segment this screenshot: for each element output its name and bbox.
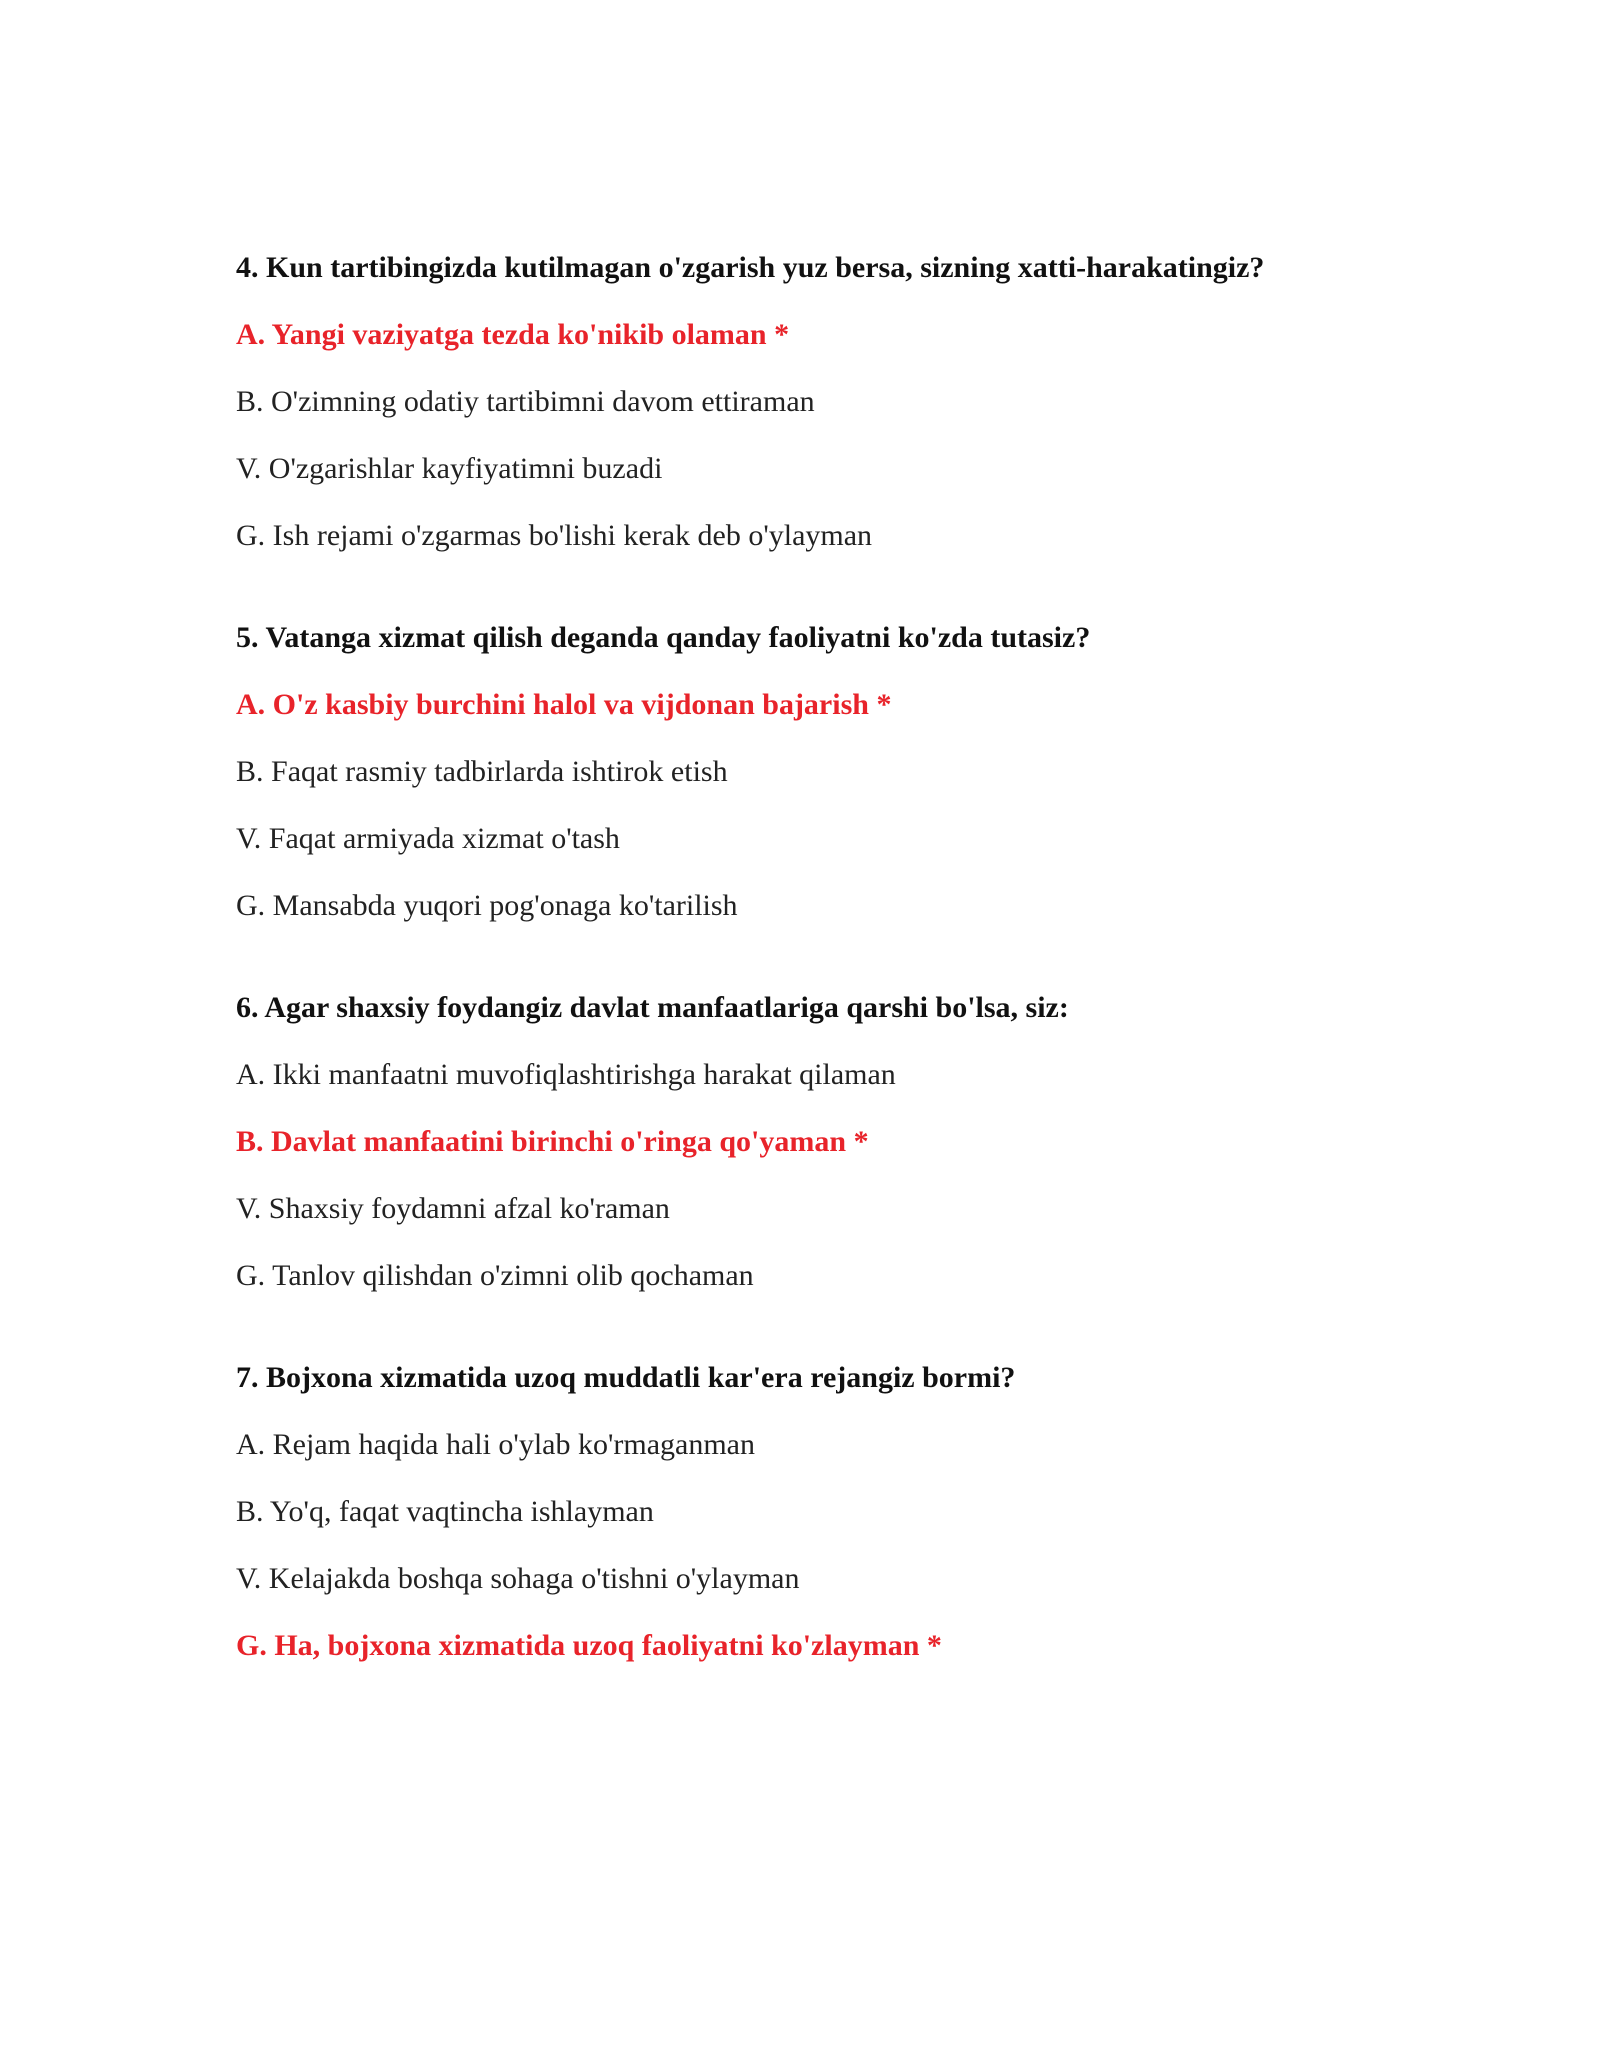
- question-title: 5. Vatanga xizmat qilish deganda qanday faoliyatni ko'zda tutasiz?: [236, 621, 1091, 654]
- answer-option: V. Kelajakda boshqa sohaga o'tishni o'ylayman: [236, 1562, 800, 1595]
- answer-option: A. Ikki manfaatni muvofiqlashtirishga harakat qilaman: [236, 1058, 896, 1091]
- question-title: 6. Agar shaxsiy foydangiz davlat manfaatlariga qarshi bo'lsa, siz:: [236, 991, 1069, 1024]
- question-block-5: [236, 618, 1436, 926]
- answer-option: B. O'zimning odatiy tartibimni davom ettiraman: [236, 385, 815, 418]
- answer-option: B. Faqat rasmiy tadbirlarda ishtirok etish: [236, 755, 728, 788]
- question-title: 7. Bojxona xizmatida uzoq muddatli kar'era rejangiz bormi?: [236, 1361, 1016, 1394]
- question-block-4: [236, 248, 1436, 556]
- answer-option: G. Mansabda yuqori pog'onaga ko'tarilish: [236, 889, 738, 922]
- answer-option: A. Rejam haqida hali o'ylab ko'rmaganman: [236, 1428, 755, 1461]
- question-block-6: [236, 988, 1436, 1296]
- answer-option-correct: A. O'z kasbiy burchini halol va vijdonan bajarish *: [236, 688, 892, 721]
- answer-option: B. Yo'q, faqat vaqtincha ishlayman: [236, 1495, 654, 1528]
- answer-option: V. Shaxsiy foydamni afzal ko'raman: [236, 1192, 670, 1225]
- document-page: [236, 248, 1436, 1728]
- answer-option: V. Faqat armiyada xizmat o'tash: [236, 822, 620, 855]
- question-title: 4. Kun tartibingizda kutilmagan o'zgarish yuz bersa, sizning xatti-harakatingiz?: [236, 251, 1265, 284]
- answer-option-correct: A. Yangi vaziyatga tezda ko'nikib olaman *: [236, 318, 790, 351]
- answer-option: G. Tanlov qilishdan o'zimni olib qochaman: [236, 1259, 754, 1292]
- question-block-7: [236, 1358, 1436, 1666]
- answer-option-correct: B. Davlat manfaatini birinchi o'ringa qo'yaman *: [236, 1125, 869, 1158]
- answer-option-correct: G. Ha, bojxona xizmatida uzoq faoliyatni ko'zlayman *: [236, 1629, 942, 1662]
- answer-option: V. O'zgarishlar kayfiyatimni buzadi: [236, 452, 663, 485]
- answer-option: G. Ish rejami o'zgarmas bo'lishi kerak deb o'ylayman: [236, 519, 873, 552]
